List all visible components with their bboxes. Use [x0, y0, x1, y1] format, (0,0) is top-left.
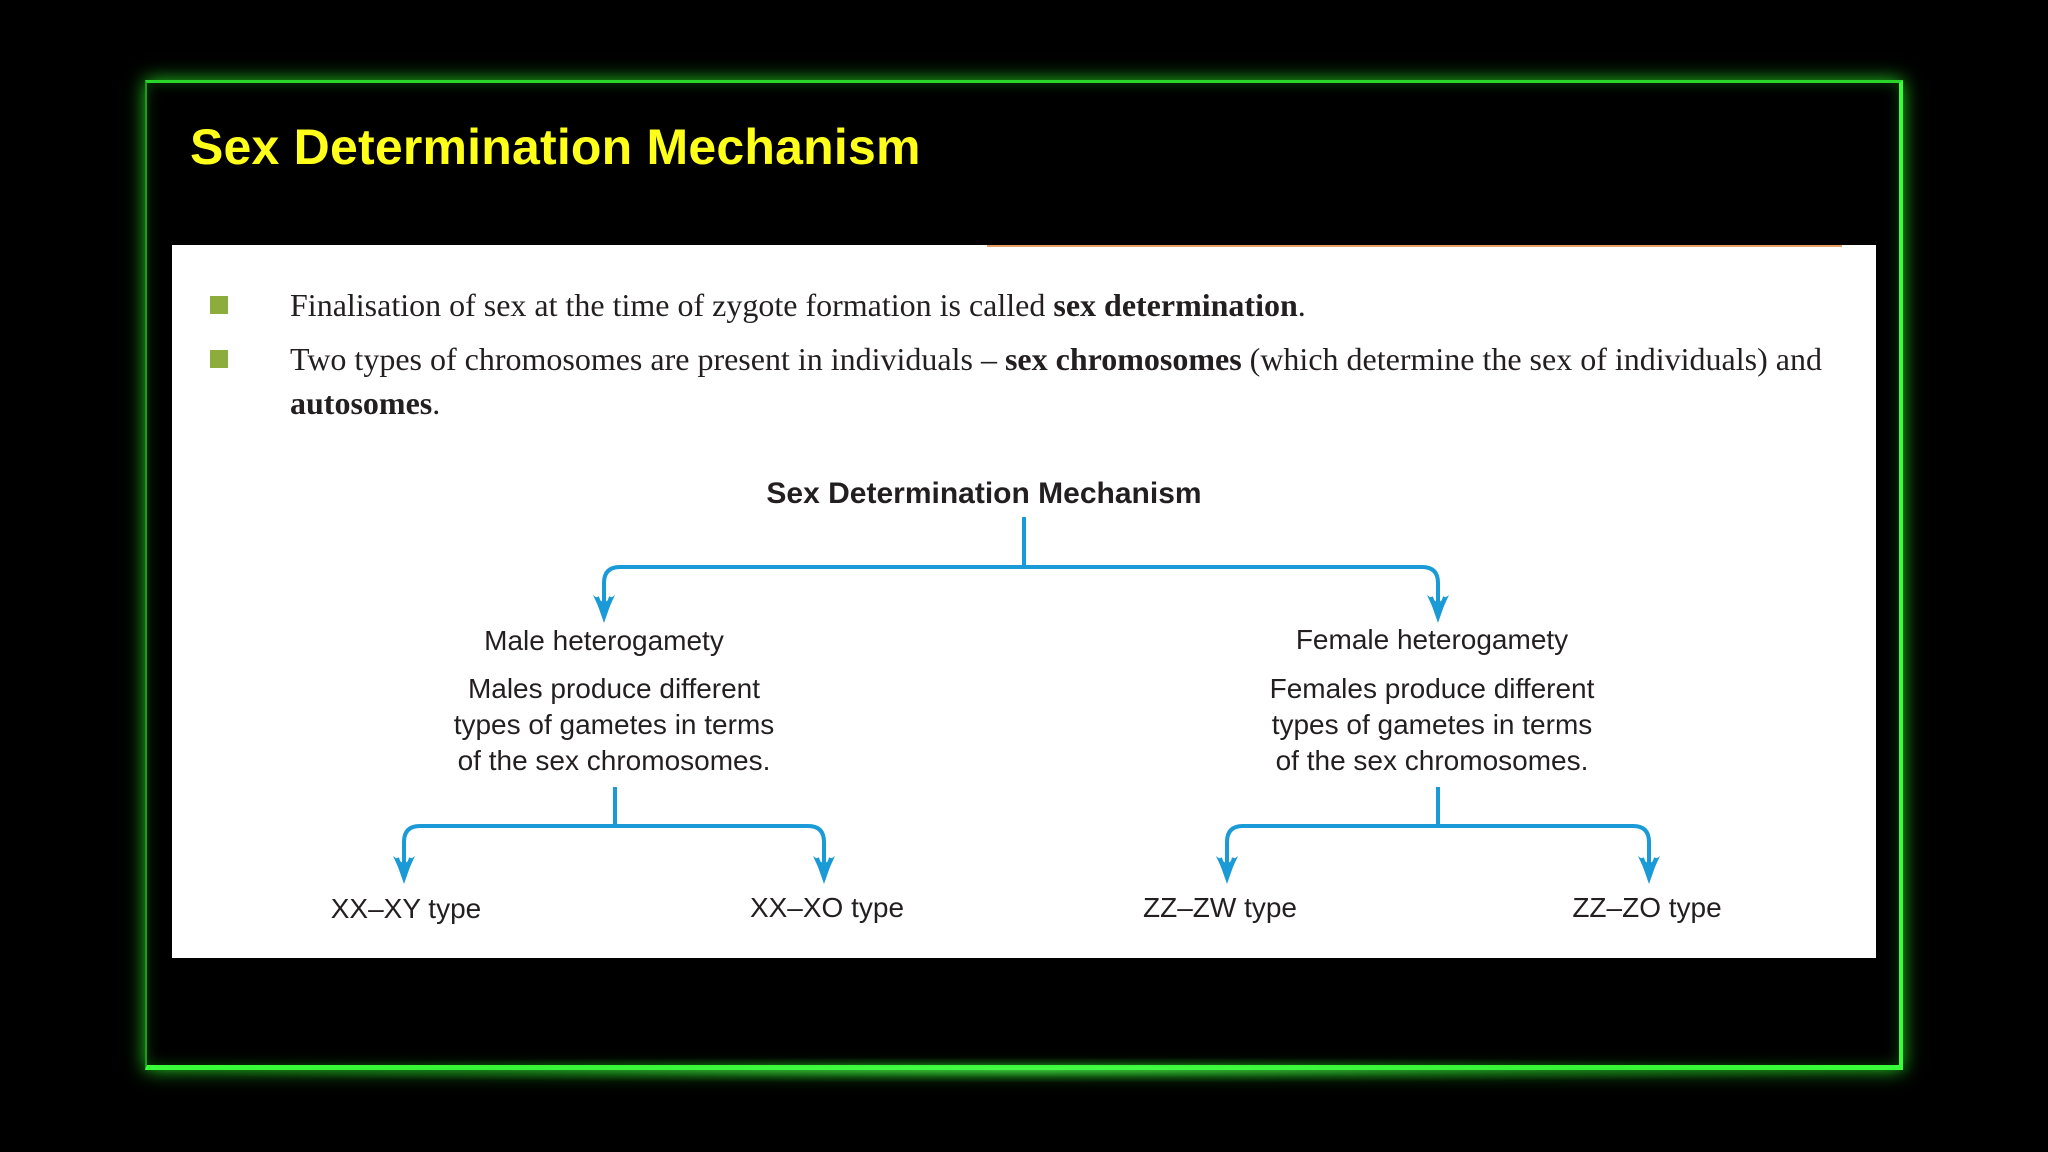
leaf-zz-zw: ZZ–ZW type — [1142, 892, 1297, 923]
bullet-text: Finalisation of sex at the time of zygote formation is called — [290, 287, 1054, 323]
description-line: Males produce different — [467, 673, 761, 704]
bullet-text: . — [1297, 287, 1306, 323]
diagram-root-label: Sex Determination Mechanism — [766, 477, 1202, 510]
leaf-xx-xo: XX–XO type — [749, 892, 905, 923]
bullet-text: . — [432, 385, 441, 421]
male-heterogamety-description — [404, 671, 824, 779]
bullet-text: (which determine the sex of individuals) and — [1241, 341, 1822, 377]
bullet-term: sex determination — [1053, 287, 1298, 323]
bullet-term: autosomes — [290, 385, 433, 421]
root-branch-line — [604, 567, 1438, 617]
leaf-xx-xy: XX–XY type — [330, 893, 482, 924]
flowchart — [172, 245, 1876, 958]
female-branch-line — [1227, 826, 1649, 878]
description-line: types of gametes in terms — [453, 709, 775, 740]
female-heterogamety-description — [1222, 671, 1642, 779]
bullet-text: Two types of chromosomes are present in individuals – — [290, 341, 1005, 377]
description-line: types of gametes in terms — [1271, 709, 1593, 740]
bullet-term: sex chromosomes — [1004, 341, 1242, 377]
flowchart-connectors — [172, 245, 1876, 958]
female-heterogamety-title: Female heterogamety — [1295, 624, 1569, 655]
slide-title: Sex Determination Mechanism — [190, 119, 921, 175]
male-branch-line — [404, 826, 824, 878]
description-line: of the sex chromosomes. — [457, 745, 771, 776]
description-line: Females produce different — [1269, 673, 1595, 704]
leaf-zz-zo: ZZ–ZO type — [1572, 892, 1722, 923]
description-line: of the sex chromosomes. — [1275, 745, 1589, 776]
content-panel — [172, 245, 1876, 958]
male-heterogamety-title: Male heterogamety — [484, 625, 724, 656]
